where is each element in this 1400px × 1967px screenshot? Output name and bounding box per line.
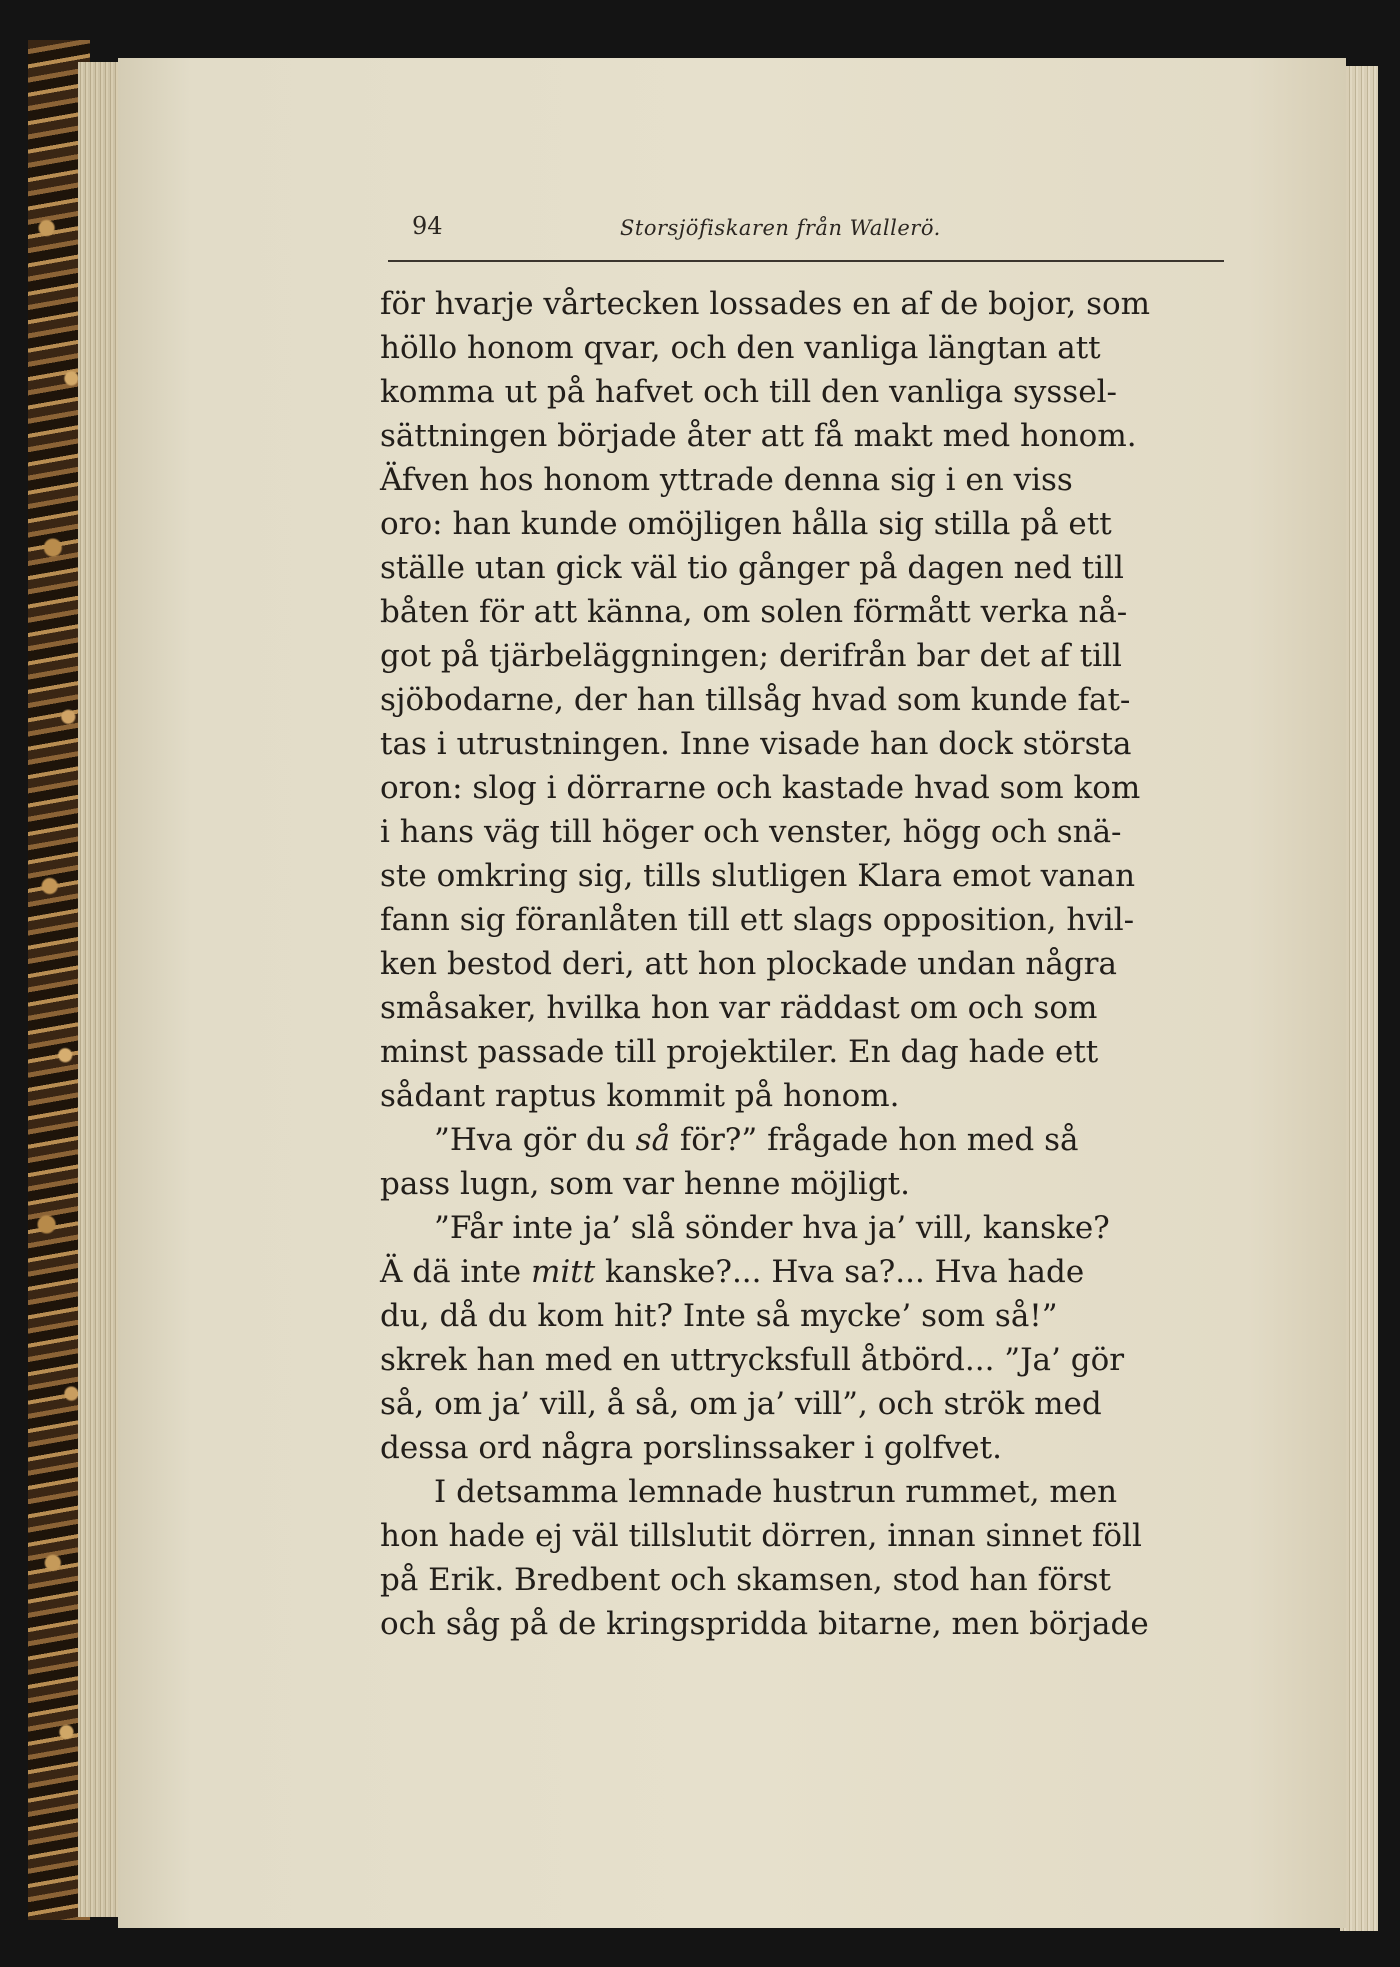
text-line: hon hade ej väl tillslutit dörren, innan sinnet föll <box>380 1518 1142 1554</box>
text-line: komma ut på hafvet och till den vanliga syssel- <box>380 374 1117 410</box>
text-line: ste omkring sig, tills slutligen Klara emot vanan <box>380 858 1136 894</box>
text-line: och såg på de kringspridda bitarne, men började <box>380 1606 1149 1642</box>
text-line: i hans väg till höger och venster, högg och snä- <box>380 814 1122 850</box>
book-page <box>118 58 1346 1928</box>
text-line: sådant raptus kommit på honom. <box>380 1078 900 1114</box>
text-line: ken bestod deri, att hon plockade undan några <box>380 946 1117 982</box>
text-segment: ”Hva gör du <box>434 1122 636 1158</box>
page-number: 94 <box>412 212 443 240</box>
text-line: Äfven hos honom yttrade denna sig i en viss <box>380 462 1073 498</box>
text-line: småsaker, hvilka hon var räddast om och som <box>380 990 1098 1026</box>
text-line: höllo honom qvar, och den vanliga längtan att <box>380 330 1101 366</box>
text-line: ”Får inte ja’ slå sönder hva ja’ vill, kanske? <box>434 1210 1110 1246</box>
text-line: oron: slog i dörrarne och kastade hvad som kom <box>380 770 1141 806</box>
text-segment: Ä dä inte <box>380 1254 531 1290</box>
text-line: så, om ja’ vill, å så, om ja’ vill”, och strök med <box>380 1386 1102 1422</box>
text-segment: för?” frågade hon med så <box>669 1122 1079 1158</box>
text-line <box>380 1250 1240 1294</box>
text-line: oro: han kunde omöjligen hålla sig stilla på ett <box>380 506 1112 542</box>
text-line: skrek han med en uttrycksfull åtbörd... ”Ja’ gör <box>380 1342 1125 1378</box>
text-line: ställe utan gick väl tio gånger på dagen ned till <box>380 550 1124 586</box>
text-line: sjöbodarne, der han tillsåg hvad som kunde fat- <box>380 682 1131 718</box>
text-line: på Erik. Bredbent och skamsen, stod han först <box>380 1562 1111 1598</box>
text-line: fann sig föranlåten till ett slags opposition, hvil- <box>380 902 1135 938</box>
emphasis: mitt <box>530 1254 596 1290</box>
text-line: sättningen började åter att få makt med honom. <box>380 418 1137 454</box>
text-line: I detsamma lemnade hustrun rummet, men <box>434 1474 1118 1510</box>
emphasis: så <box>635 1122 670 1158</box>
text-line <box>380 1118 1240 1162</box>
header-rule <box>388 260 1224 262</box>
text-line: båten för att känna, om solen förmått verka nå- <box>380 594 1128 630</box>
text-segment: kanske?... Hva sa?... Hva hade <box>595 1254 1085 1290</box>
running-title: Storsjöfiskaren från Wallerö. <box>620 216 941 240</box>
body-text <box>380 282 1240 1646</box>
text-line: got på tjärbeläggningen; derifrån bar det af till <box>380 638 1122 674</box>
text-line: du, då du kom hit? Inte så mycke’ som så!” <box>380 1298 1058 1334</box>
text-line: pass lugn, som var henne möjligt. <box>380 1166 910 1202</box>
text-line: för hvarje vårtecken lossades en af de bojor, som <box>380 286 1151 322</box>
text-line: tas i utrustningen. Inne visade han dock största <box>380 726 1132 762</box>
text-line: minst passade till projektiler. En dag hade ett <box>380 1034 1099 1070</box>
text-line: dessa ord några porslinssaker i golfvet. <box>380 1430 1002 1466</box>
